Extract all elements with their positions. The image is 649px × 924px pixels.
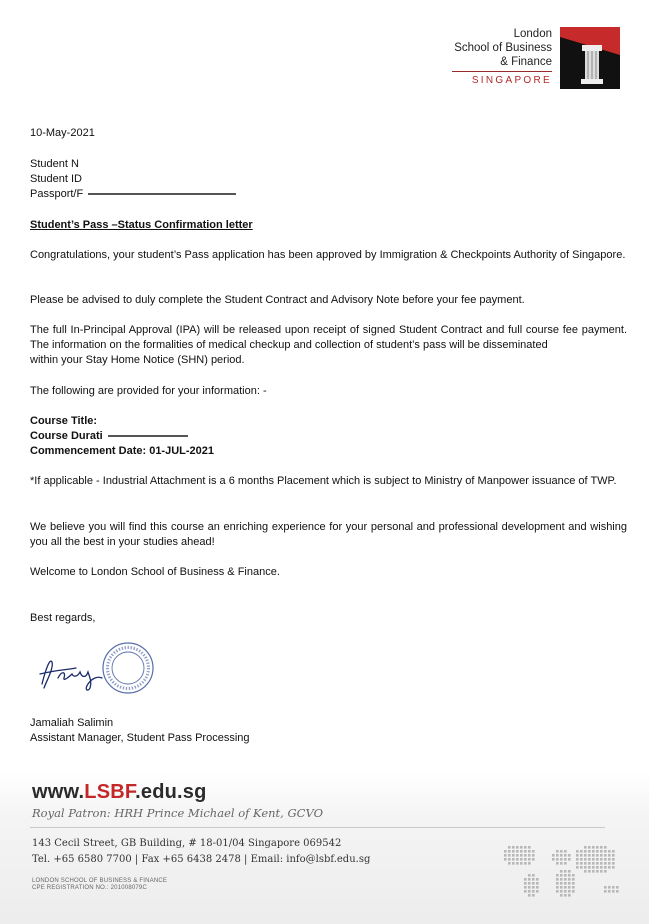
letter-subject: Student’s Pass –Status Confirmation letter xyxy=(30,219,253,231)
passport-label: Passport/F xyxy=(30,188,84,200)
paragraph-shn: within your Stay Home Notice (SHN) period. xyxy=(30,354,245,366)
logo-wordmark xyxy=(452,27,552,69)
course-duration-label: Course Durati xyxy=(30,430,103,442)
closing-salutation: Best regards, xyxy=(30,612,96,624)
url-prefix: www. xyxy=(32,781,85,803)
company-stamp-icon xyxy=(101,641,155,695)
logo-subtitle: SINGAPORE xyxy=(471,75,552,86)
footer-registration: CPE REGISTRATION NO.: 201008079C xyxy=(32,885,147,891)
course-title-label: Course Title: xyxy=(30,415,98,427)
logo-line-3: & Finance xyxy=(500,56,552,68)
url-suffix: .edu.sg xyxy=(135,781,207,803)
passport-field xyxy=(30,187,236,202)
column-logo-icon xyxy=(560,27,620,89)
footer-contact: Tel. +65 6580 7700 | Fax +65 6438 2478 | Email: info@lsbf.edu.sg xyxy=(32,854,371,865)
paragraph-ipa xyxy=(30,323,627,353)
student-id-field xyxy=(30,172,82,187)
course-duration-field xyxy=(30,429,188,444)
signature-image xyxy=(36,648,106,696)
paragraph-contract: Please be advised to duly complete the Student Contract and Advisory Note before your fee payment. xyxy=(30,294,525,306)
paragraph-wishes: We believe you will find this course an enriching experience for your personal and professional development and wishing you all the best in your studies ahead! xyxy=(30,521,627,548)
url-brand: LSBF xyxy=(84,781,136,803)
paragraph-attachment: *If applicable - Industrial Attachment is a 6 months Placement which is subject to Ministry of Manpower issuance of TWP. xyxy=(30,475,617,487)
footer-company-name: LONDON SCHOOL OF BUSINESS & FINANCE xyxy=(32,878,168,884)
redacted-value xyxy=(108,435,188,437)
student-name-label: Student N xyxy=(30,158,79,170)
signer-name: Jamaliah Salimin xyxy=(30,717,114,729)
student-name-field xyxy=(30,157,79,172)
paragraph-approval: Congratulations, your student’s Pass application has been approved by Immigration & Checkpoints Authority of Singapore. xyxy=(30,249,626,261)
logo-line-1: London xyxy=(513,28,552,40)
footer-divider xyxy=(30,827,605,828)
course-title-field xyxy=(30,414,97,429)
student-id-label: Student ID xyxy=(30,173,82,185)
website-url[interactable] xyxy=(32,781,207,804)
paragraph-info-intro: The following are provided for your information: - xyxy=(30,385,267,397)
commencement-date: Commencement Date: 01-JUL-2021 xyxy=(30,445,215,457)
paragraph-ipa-text: The full In-Principal Approval (IPA) will be released upon receipt of signed Student Contract and full course fee payment. The information on the formalities of medical checkup and collection of student’s pass will be disseminated xyxy=(30,324,627,351)
logo-divider xyxy=(452,71,552,72)
footer-address: 143 Cecil Street, GB Building, # 18-01/04 Singapore 069542 xyxy=(32,838,342,849)
redacted-value xyxy=(88,193,236,195)
paragraph-welcome: Welcome to London School of Business & Finance. xyxy=(30,566,280,578)
signer-title: Assistant Manager, Student Pass Processing xyxy=(30,732,250,744)
letter-date: 10-May-2021 xyxy=(30,127,95,139)
world-map-icon xyxy=(498,832,633,910)
logo-line-2: School of Business xyxy=(454,42,552,54)
royal-patron: Royal Patron: HRH Prince Michael of Kent, GCVO xyxy=(32,806,323,820)
